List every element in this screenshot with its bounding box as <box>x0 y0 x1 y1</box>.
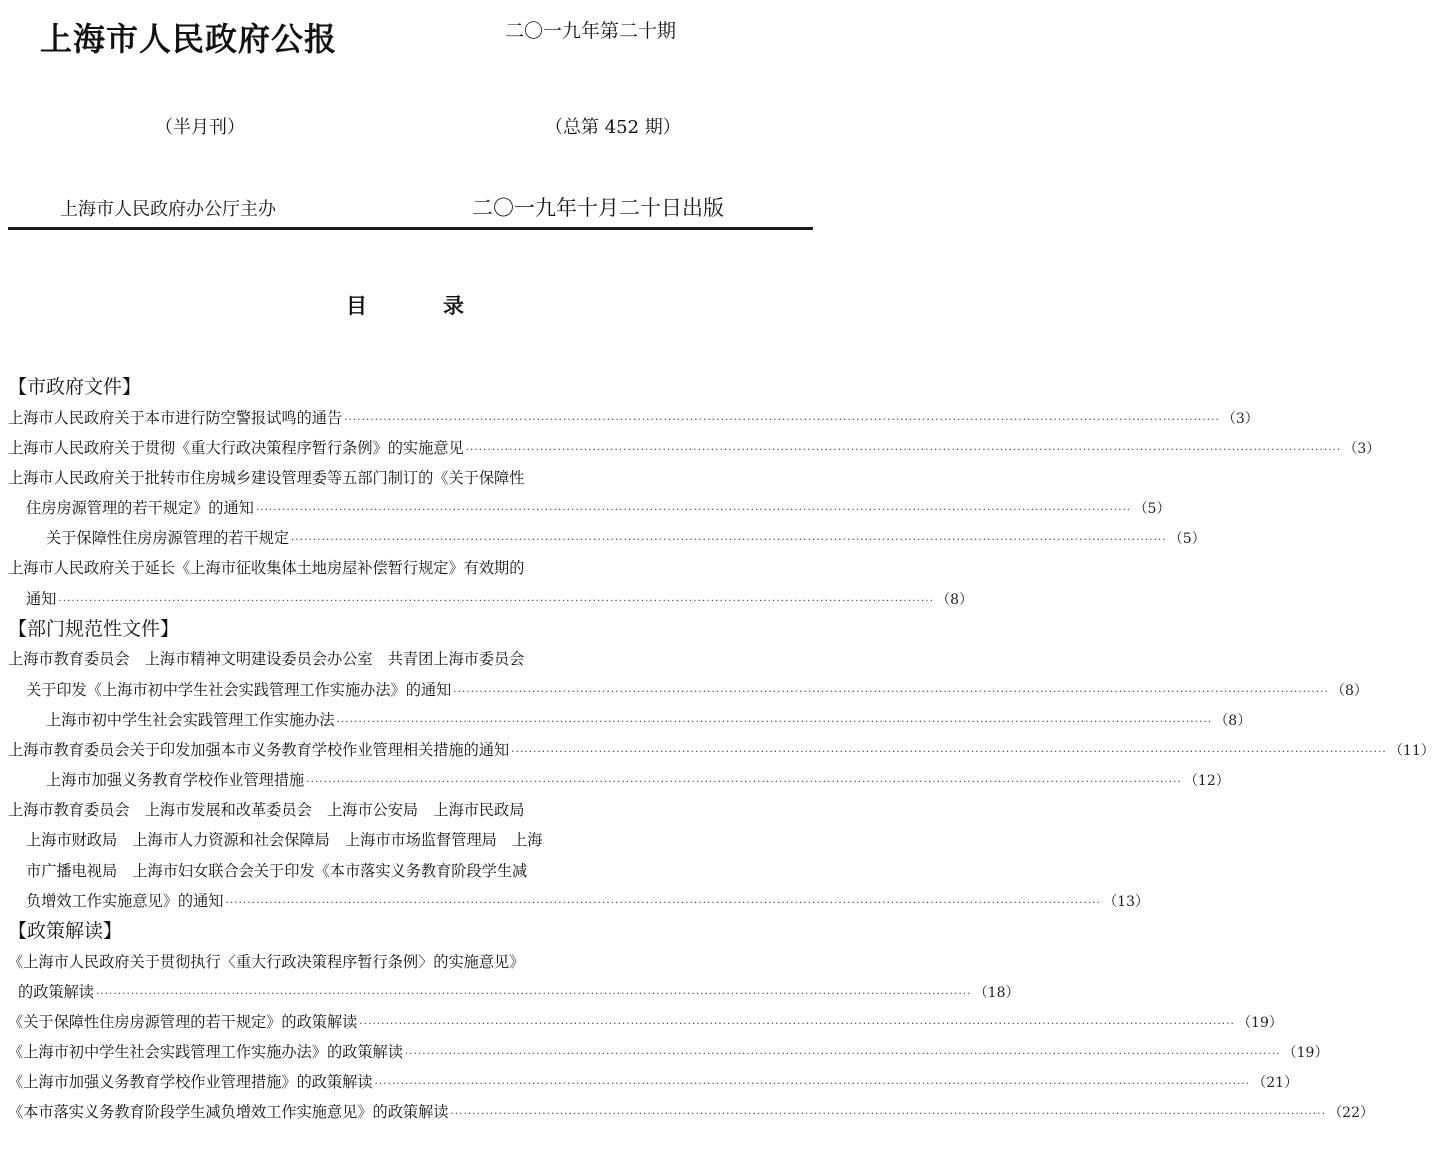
toc-entry[interactable] <box>8 553 816 583</box>
toc-entry[interactable] <box>8 977 1020 1007</box>
page-number: （13） <box>1103 893 1150 910</box>
entry-title: 《关于保障性住房房源管理的若干规定》的政策解读 <box>8 1012 358 1031</box>
toc-entry[interactable] <box>8 644 816 674</box>
entry-title: 关于保障性住房房源管理的若干规定 <box>46 529 289 548</box>
page-number: （18） <box>973 984 1020 1001</box>
entry-title: 市广播电视局 上海市妇女联合会关于印发《本市落实义务教育阶段学生减 <box>26 861 528 880</box>
toc-entry[interactable] <box>8 403 1259 433</box>
page-number: （8） <box>1214 712 1252 729</box>
page-number: （21） <box>1252 1075 1299 1092</box>
entry-title: 住房房源管理的若干规定》的通知 <box>26 499 254 518</box>
toc-entry[interactable] <box>8 856 816 886</box>
toc-title <box>346 290 464 320</box>
toc-entry[interactable] <box>8 463 816 493</box>
entry-title: 【市政府文件】 <box>8 376 142 398</box>
total-issue-number: （总第 452 期） <box>545 117 681 138</box>
toc-entry[interactable] <box>8 886 1150 916</box>
entry-title: 通知 <box>26 589 57 608</box>
toc-title-left: 目 <box>346 294 367 318</box>
page-number: （8） <box>1331 682 1368 699</box>
page-number: （3） <box>1343 440 1381 457</box>
entry-title: 关于印发《上海市初中学生社会实践管理工作实施办法》的通知 <box>26 680 452 699</box>
leader-dots: ········································································································································································································ <box>511 746 1387 758</box>
publication-masthead: 上海市人民政府公报 <box>40 20 338 58</box>
page-number: （3） <box>1221 410 1259 427</box>
leader-dots: ········································································································································································································ <box>453 686 1329 698</box>
entry-title: 【政策解读】 <box>8 920 123 942</box>
entry-title: 《本市落实义务教育阶段学生减负增效工作实施意见》的政策解读 <box>8 1103 449 1122</box>
page-number: （5） <box>1168 531 1206 548</box>
entry-title: 上海市教育委员会 上海市发展和改革委员会 上海市公安局 上海市民政局 <box>8 801 525 820</box>
page-number: （12） <box>1183 773 1230 790</box>
toc-entry[interactable] <box>8 433 1381 463</box>
leader-dots: ········································································································································································································ <box>291 535 1167 547</box>
page-number: （22） <box>1328 1105 1375 1122</box>
section-heading <box>8 916 816 947</box>
leader-dots: ········································································································································································································ <box>404 1049 1281 1061</box>
toc-entry[interactable] <box>8 1097 1375 1127</box>
sponsor-line: 上海市人民政府办公厅主办 <box>60 199 276 220</box>
toc-entry[interactable] <box>8 584 974 614</box>
entry-title: 《上海市加强义务教育学校作业管理措施》的政策解读 <box>8 1073 373 1092</box>
header-rule <box>8 227 813 230</box>
page-number: （11） <box>1388 742 1435 759</box>
leader-dots: ········································································································································································································ <box>374 1079 1251 1091</box>
publish-date: 二〇一九年十月二十日出版 <box>472 196 724 220</box>
entry-title: 《上海市初中学生社会实践管理工作实施办法》的政策解读 <box>8 1043 403 1062</box>
entry-title: 上海市人民政府关于贯彻《重大行政决策程序暂行条例》的实施意见 <box>8 438 464 457</box>
leader-dots: ········································································································································································································ <box>450 1109 1327 1121</box>
toc-entry[interactable] <box>8 825 816 855</box>
entry-title: 上海市教育委员会关于印发加强本市义务教育学校作业管理相关措施的通知 <box>8 740 510 759</box>
toc-entry[interactable] <box>8 795 816 825</box>
leader-dots: ········································································································································································································ <box>58 595 935 607</box>
page-number: （8） <box>936 591 974 608</box>
leader-dots: ········································································································································································································ <box>225 897 1102 909</box>
toc-entry[interactable] <box>8 1067 1299 1097</box>
leader-dots: ········································································································································································································ <box>465 444 1342 456</box>
section-heading <box>8 614 816 645</box>
leader-dots: ········································································································································································································ <box>306 777 1182 789</box>
toc-entry[interactable] <box>8 1037 1329 1067</box>
entry-title: 的政策解读 <box>18 982 94 1001</box>
leader-dots: ········································································································································································································ <box>255 505 1132 517</box>
entry-title: 上海市人民政府关于批转市住房城乡建设管理委等五部门制订的《关于保障性 <box>8 468 525 487</box>
toc-entry[interactable] <box>8 765 1230 795</box>
toc-entry[interactable] <box>8 735 1435 765</box>
entry-title: 上海市教育委员会 上海市精神文明建设委员会办公室 共青团上海市委员会 <box>8 650 525 669</box>
page-number: （5） <box>1133 501 1171 518</box>
entry-title: 上海市财政局 上海市人力资源和社会保障局 上海市市场监督管理局 上海 <box>26 831 543 850</box>
page-number: （19） <box>1282 1045 1329 1062</box>
entry-title: 【部门规范性文件】 <box>8 617 180 640</box>
table-of-contents <box>8 372 1435 1128</box>
toc-entry[interactable] <box>8 1007 1283 1037</box>
entry-title: 负增效工作实施意见》的通知 <box>26 891 224 910</box>
leader-dots: ········································································································································································································ <box>359 1018 1236 1030</box>
entry-title: 上海市人民政府关于本市进行防空警报试鸣的通告 <box>8 408 343 427</box>
page-number: （19） <box>1237 1014 1283 1031</box>
toc-entry[interactable] <box>8 493 1171 523</box>
section-heading <box>8 372 816 403</box>
toc-title-right: 录 <box>443 294 464 318</box>
entry-title: 上海市人民政府关于延长《上海市征收集体土地房屋补偿暂行规定》有效期的 <box>8 559 525 578</box>
publication-frequency: （半月刊） <box>155 117 245 138</box>
issue-number: 二〇一九年第二十期 <box>505 20 677 42</box>
toc-entry[interactable] <box>8 947 816 977</box>
leader-dots: ········································································································································································································ <box>95 988 972 1000</box>
toc-entry[interactable] <box>8 705 1252 735</box>
toc-entry[interactable] <box>8 523 1206 553</box>
entry-title: 《上海市人民政府关于贯彻执行〈重大行政决策程序暂行条例〉的实施意见》 <box>8 952 525 971</box>
entry-title: 上海市初中学生社会实践管理工作实施办法 <box>46 710 335 729</box>
toc-entry[interactable] <box>8 675 1368 705</box>
leader-dots: ········································································································································································································ <box>344 414 1220 426</box>
leader-dots: ········································································································································································································ <box>336 716 1213 728</box>
entry-title: 上海市加强义务教育学校作业管理措施 <box>46 771 305 790</box>
